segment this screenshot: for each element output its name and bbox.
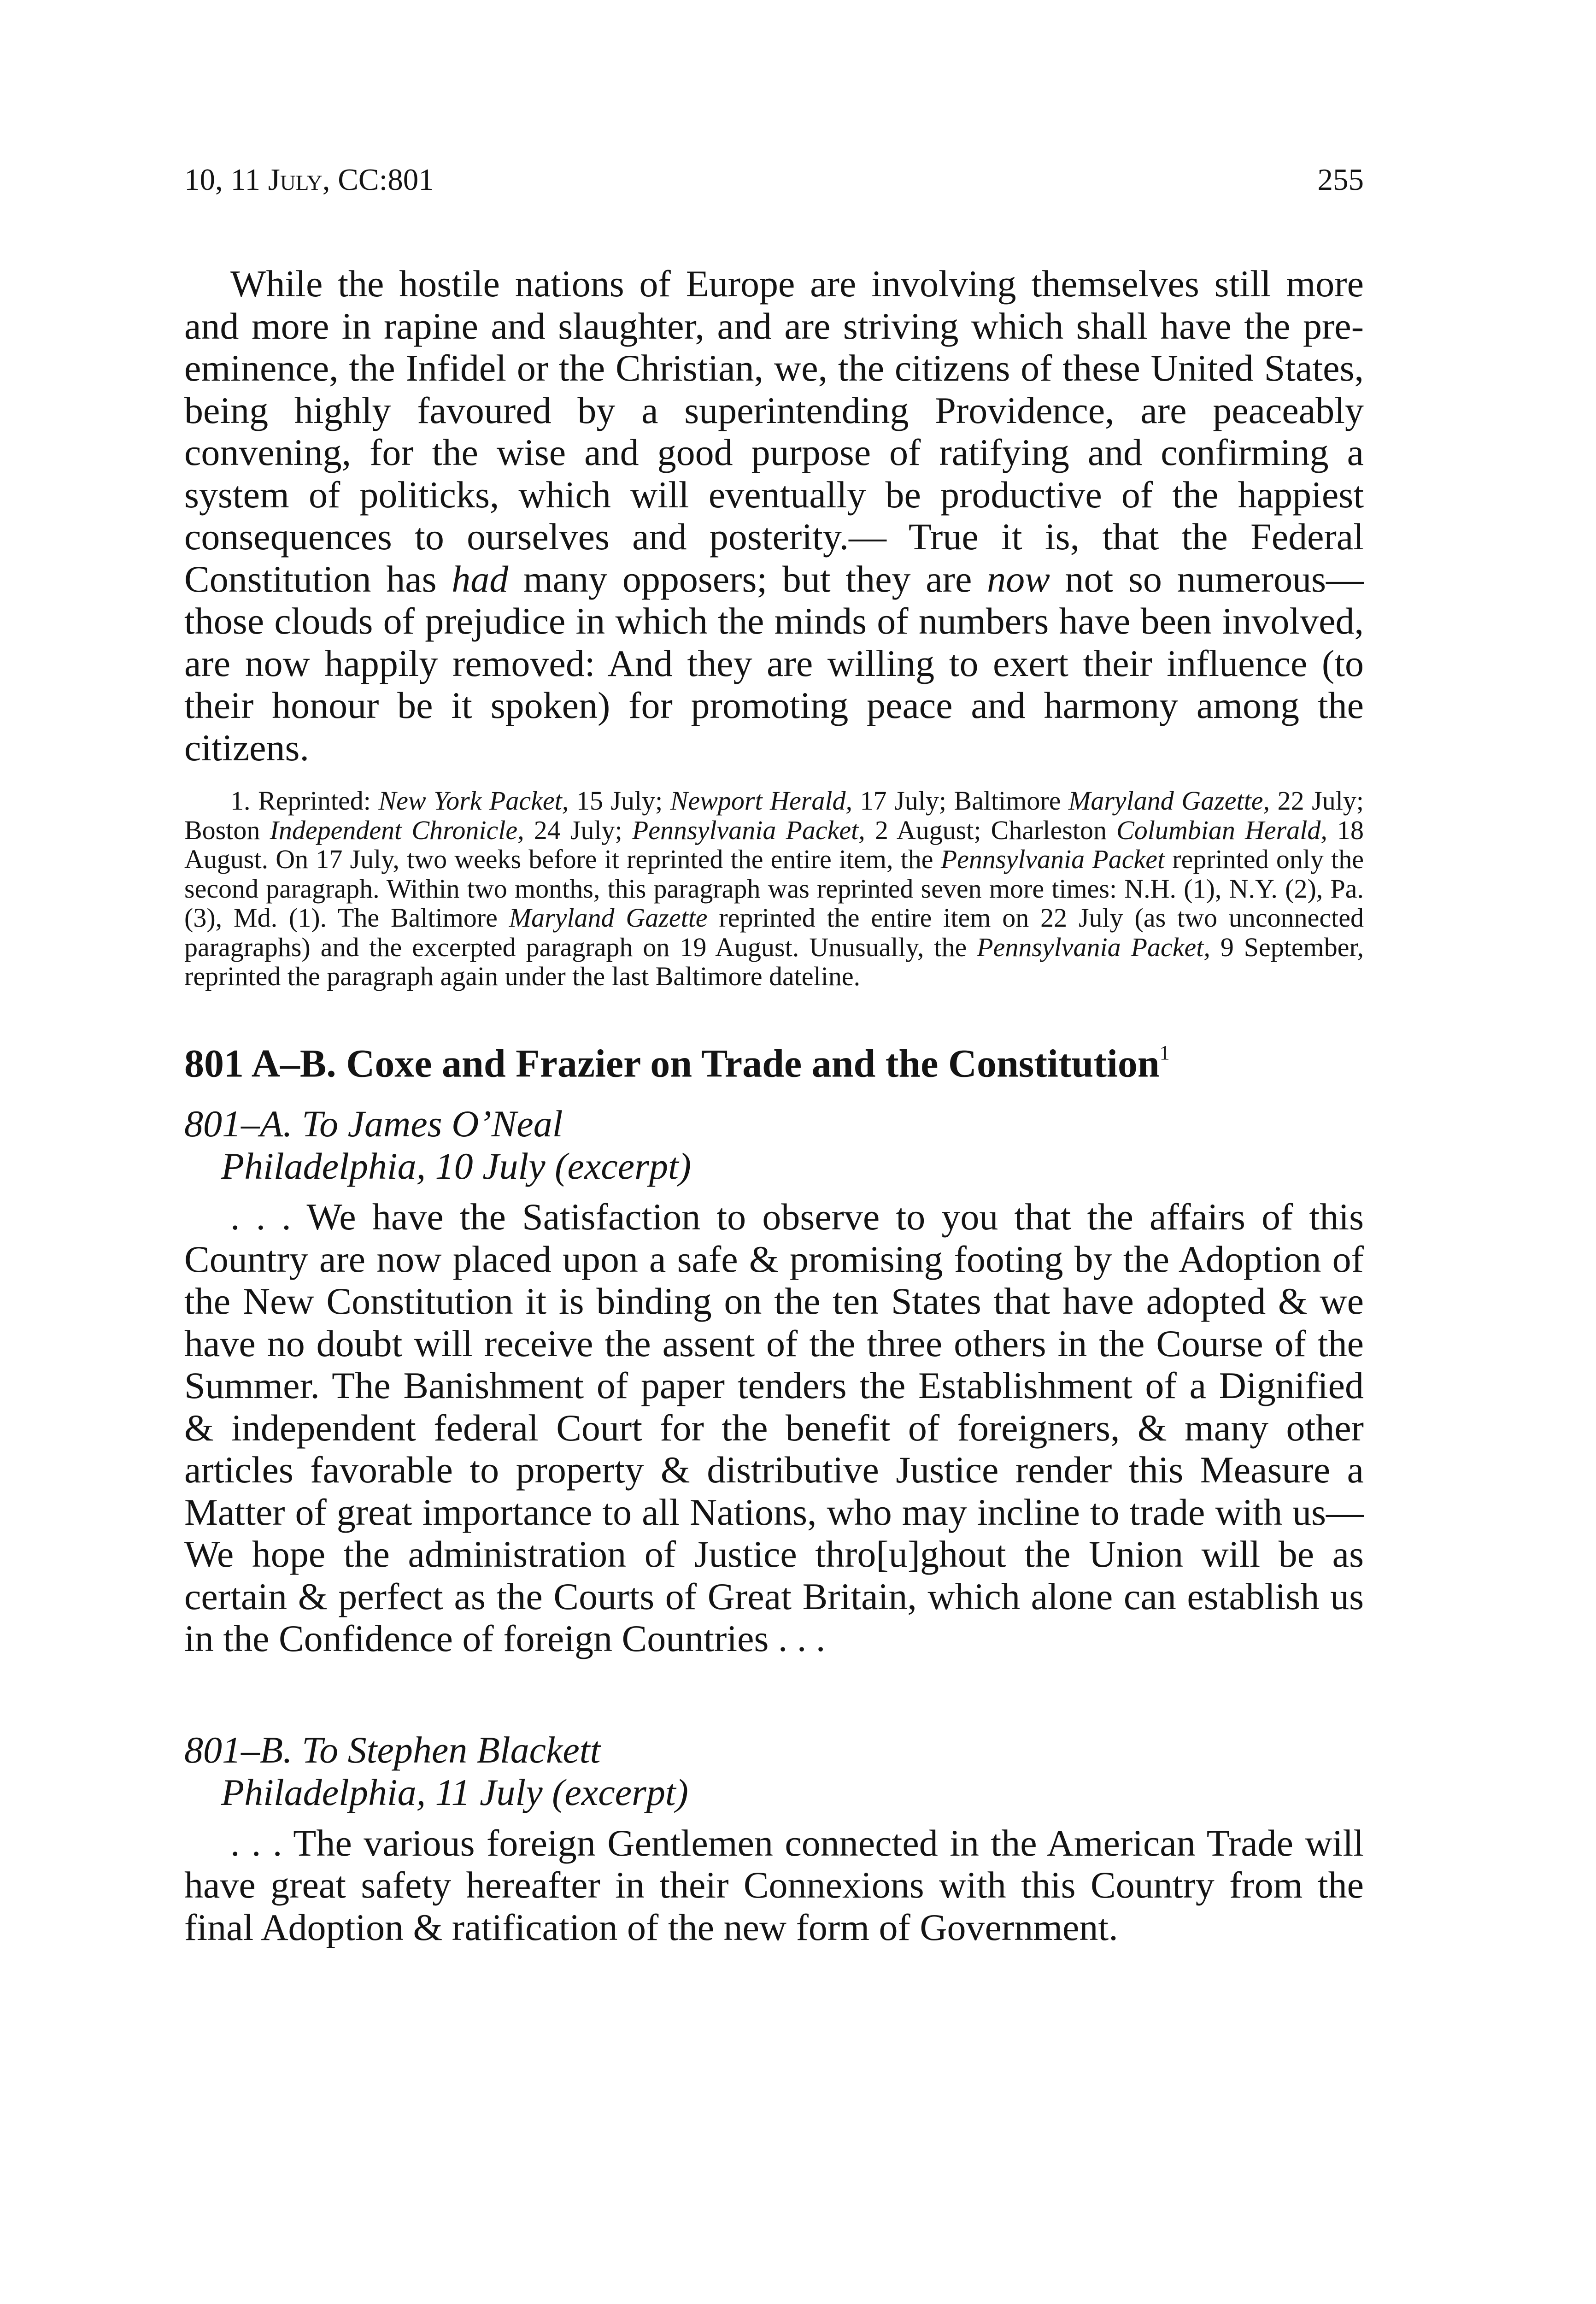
doc-b-text: . . . The various foreign Gentlemen connected in the American Trade will have great safety hereafter in their Connexions with this Country from the final Adoption & ratification of the new form of Government. [184, 1822, 1364, 1948]
running-head [184, 159, 1364, 200]
doc-a-title: 801–A. To James O’Neal [184, 1103, 563, 1145]
page-number: 255 [1317, 163, 1364, 197]
doc-a-place: Philadelphia, 10 July (excerpt) [221, 1145, 692, 1187]
footnote-ref: 1 [1159, 1041, 1170, 1064]
doc-b-place: Philadelphia, 11 July (excerpt) [221, 1771, 688, 1813]
doc-a-text: . . . We have the Satisfaction to observe to you that the affairs of this Country are now placed upon a safe & promising footing by the Adoption of the New Constitution it is binding on the ten States that have adopted & we have no doubt will receive the assent of the three others in the Course of the Summer. The Banishment of paper tenders the Establishment of a Dignified & independent federal Court for the benefit of foreigners, & many other articles favorable to property & distributive Justice render this Measure a Matter of great importance to all Nations, who may incline to trade with us—We hope the administration of Justice thro[u]ghout the Union will be as certain & perfect as the Courts of Great Britain, which alone can establish us in the Confidence of foreign Countries . . . [184, 1196, 1364, 1660]
intro-paragraph: While the hostile nations of Europe are involving themselves still more and more in rapine and slaughter, and are striving which shall have the pre-eminence, the Infidel or the Christian, we, the citizens of these United States, being highly favoured by a superintending Providence, are peaceably convening, for the wise and good purpose of ratifying and confirming a system of politicks, which will eventually be productive of the happiest consequences to ourselves and posterity.— True it is, that the Federal Constitution has had many opposers; but they are now not so numerous—those clouds of prejudice in which the minds of numbers have been involved, are now happily removed: And they are willing to exert their influence (to their honour be it spoken) for promoting peace and harmony among the citizens. [184, 263, 1364, 769]
running-head-left: 10, 11 July, CC:801 [184, 163, 434, 197]
doc-b-title: 801–B. To Stephen Blackett [184, 1728, 601, 1771]
page [184, 159, 1364, 1948]
footnote: 1. Reprinted: New York Packet, 15 July; Newport Herald, 17 July; Baltimore Maryland Gazette, 22 July; Boston Independent Chronicle, 24 July; Pennsylvania Packet, 2 August; Charleston Columbian Herald, 18 August. On 17 July, two weeks before it reprinted the entire item, the Pennsylvania Packet reprinted only the second paragraph. Within two months, this paragraph was reprinted seven more times: N.H. (1), N.Y. (2), Pa. (3), Md. (1). The Baltimore Maryland Gazette reprinted the entire item on 22 July (as two unconnected paragraphs) and the excerpted paragraph on 19 August. Unusually, the Pennsylvania Packet, 9 September, reprinted the paragraph again under the last Baltimore dateline. [184, 786, 1364, 991]
section-heading: 801 A–B. Coxe and Frazier on Trade and the Constitution$^1$ [184, 1041, 1170, 1086]
